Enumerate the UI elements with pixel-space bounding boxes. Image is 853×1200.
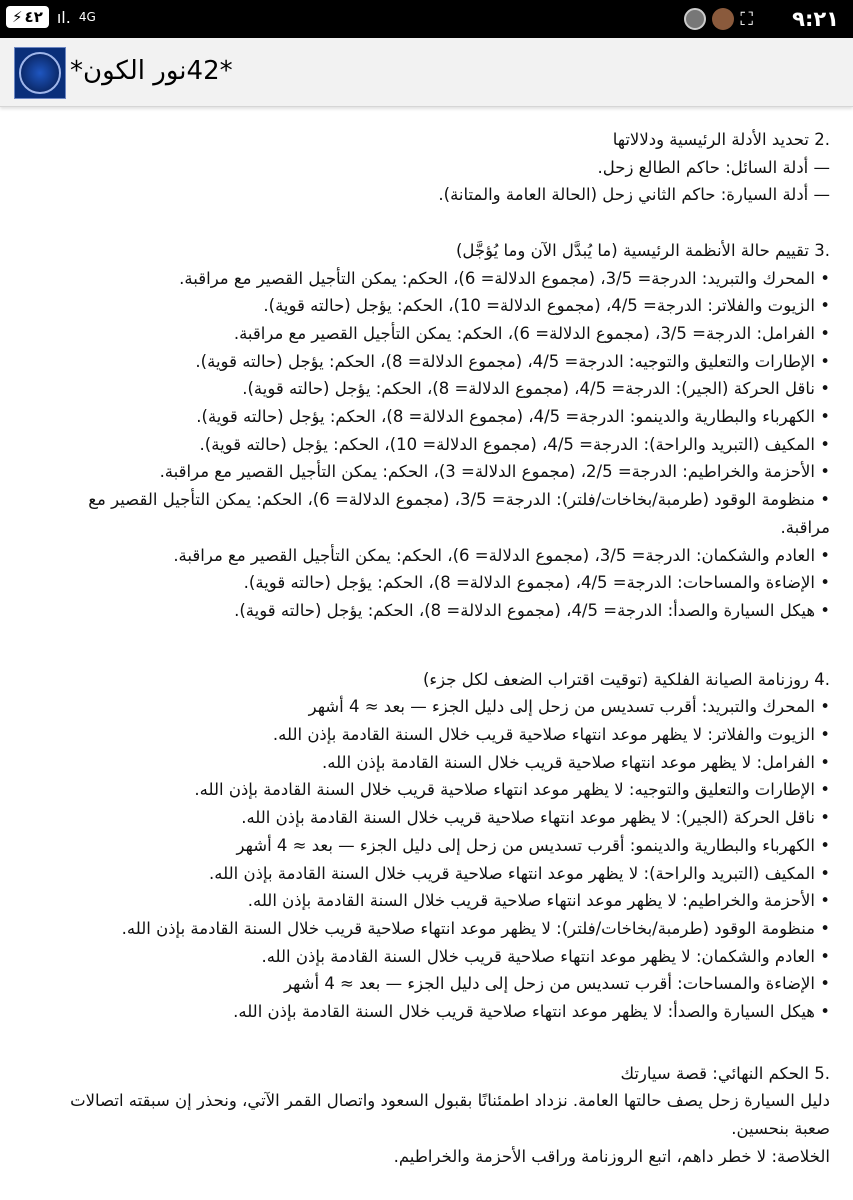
text-line: • المكيف (التبريد والراحة): لا يظهر موعد انتهاء صلاحية قريب خلال السنة القادمة بإذن الله. [209,863,830,883]
text-line: • الفرامل: لا يظهر موعد انتهاء صلاحية قريب خلال السنة القادمة بإذن الله. [322,752,830,772]
text-line: • ناقل الحركة (الجير): الدرجة= 4/5، (مجموع الدلالة= 8)، الحكم: يؤجل (حالته قوية). [242,379,830,399]
screenshot-icon: ⛶ [740,8,753,30]
status-icons-right [684,8,753,30]
text-line: • هيكل السيارة والصدأ: الدرجة= 4/5، (مجموع الدلالة= 8)، الحكم: يؤجل (حالته قوية). [234,600,830,620]
text-line: • هيكل السيارة والصدأ: لا يظهر موعد انتهاء صلاحية قريب خلال السنة القادمة بإذن الله. [233,1002,830,1022]
text-line: • الإضاءة والمساحات: الدرجة= 4/5، (مجموع الدلالة= 8)، الحكم: يؤجل (حالته قوية). [243,573,830,593]
battery-indicator [6,6,49,28]
paragraph-gap [18,1026,830,1060]
text-line: • المحرك والتبريد: أقرب تسديس من زحل إلى دليل الجزء — بعد ≈ 4 أشهر [308,697,830,717]
text-line: • الأحزمة والخراطيم: الدرجة= 2/5، (مجموع الدلالة= 3)، الحكم: يمكن التأجيل القصير مع مراقبة. [159,462,830,482]
notification-icon [684,8,706,30]
text-line: • الفرامل: الدرجة= 3/5، (مجموع الدلالة= 6)، الحكم: يمكن التأجيل القصير مع مراقبة. [233,323,830,343]
text-line: • العادم والشكمان: لا يظهر موعد انتهاء صلاحية قريب خلال السنة القادمة بإذن الله. [261,946,830,966]
battery-level: ٤٢ [24,8,43,26]
text-line: • الإطارات والتعليق والتوجيه: لا يظهر موعد انتهاء صلاحية قريب خلال السنة القادمة بإذن الله. [194,780,830,800]
text-line: • منظومة الوقود (طرمبة/بخاخات/فلتر): لا يظهر موعد انتهاء صلاحية قريب خلال السنة القادمة بإذن الله. [121,918,830,938]
text-line: — أدلة السائل: حاكم الطالع زحل. [597,157,830,177]
logo-ring [19,52,61,94]
text-line: • الإضاءة والمساحات: أقرب تسديس من زحل إلى دليل الجزء — بعد ≈ 4 أشهر [283,974,830,994]
page-title: *42نور الكون* [70,56,233,86]
text-line: الخلاصة: لا خطر داهم، اتبع الروزنامة وراقب الأحزمة والخراطيم. [393,1146,830,1166]
text-line: .3 تقييم حالة الأنظمة الرئيسية (ما يُبدَّل الآن وما يُؤجَّل) [456,240,830,260]
status-bar [0,0,853,38]
text-line: • الزيوت والفلاتر: لا يظهر موعد انتهاء صلاحية قريب خلال السنة القادمة بإذن الله. [272,725,830,745]
text-line: • الكهرباء والبطارية والدينمو: أقرب تسديس من زحل إلى دليل الجزء — بعد ≈ 4 أشهر [236,835,830,855]
paragraph-gap [18,209,830,237]
clock: ٩:٢١ [792,7,839,31]
channel-logo-icon[interactable] [14,47,66,99]
network-label: 4G [78,10,96,24]
app-notification-icon [712,8,734,30]
text-line: • المحرك والتبريد: الدرجة= 3/5، (مجموع الدلالة= 6)، الحكم: يمكن التأجيل القصير مع مراقبة. [179,268,830,288]
app-header [0,38,853,107]
text-line: • الأحزمة والخراطيم: لا يظهر موعد انتهاء صلاحية قريب خلال السنة القادمة بإذن الله. [247,891,830,911]
message-body [18,126,830,1171]
signal-icon: ıl. [56,7,71,27]
status-icons-left [6,6,96,28]
paragraph-gap [18,625,830,666]
text-line: .4 روزنامة الصيانة الفلكية (توقيت اقتراب الضعف لكل جزء) [422,669,830,689]
text-line: • منظومة الوقود (طرمبة/بخاخات/فلتر): الدرجة= 3/5، (مجموع الدلالة= 6)، الحكم: يمكن التأجيل القصير مع [88,490,830,510]
battery-icon: ⚡ [12,8,23,26]
text-line: — أدلة السيارة: حاكم الثاني زحل (الحالة العامة والمتانة). [438,185,830,205]
text-line: • الكهرباء والبطارية والدينمو: الدرجة= 4/5، (مجموع الدلالة= 8)، الحكم: يؤجل (حالته قوية). [196,407,830,427]
text-line: • الإطارات والتعليق والتوجيه: الدرجة= 4/5، (مجموع الدلالة= 8)، الحكم: يؤجل (حالته قوية). [195,351,830,371]
text-line: صعبة بنحسين. [731,1119,830,1139]
text-line: • ناقل الحركة (الجير): لا يظهر موعد انتهاء صلاحية قريب خلال السنة القادمة بإذن الله. [241,808,830,828]
text-line: .2 تحديد الأدلة الرئيسية ودلالاتها [612,130,830,149]
text-line: • الزيوت والفلاتر: الدرجة= 4/5، (مجموع الدلالة= 10)، الحكم: يؤجل (حالته قوية). [263,296,830,316]
text-line: مراقبة. [780,517,830,537]
text-line: • العادم والشكمان: الدرجة= 3/5، (مجموع الدلالة= 6)، الحكم: يمكن التأجيل القصير مع مراقبة. [173,545,830,565]
text-line: .5 الحكم النهائي: قصة سيارتك [620,1063,830,1083]
text-line: • المكيف (التبريد والراحة): الدرجة= 4/5، (مجموع الدلالة= 10)، الحكم: يؤجل (حالته قوية). [199,434,830,454]
text-line: دليل السيارة زحل يصف حالتها العامة. نزداد اطمئنانًا بقبول السعود واتصال القمر الآتي، ونحذر إن سبقته اتصالات [70,1091,830,1111]
